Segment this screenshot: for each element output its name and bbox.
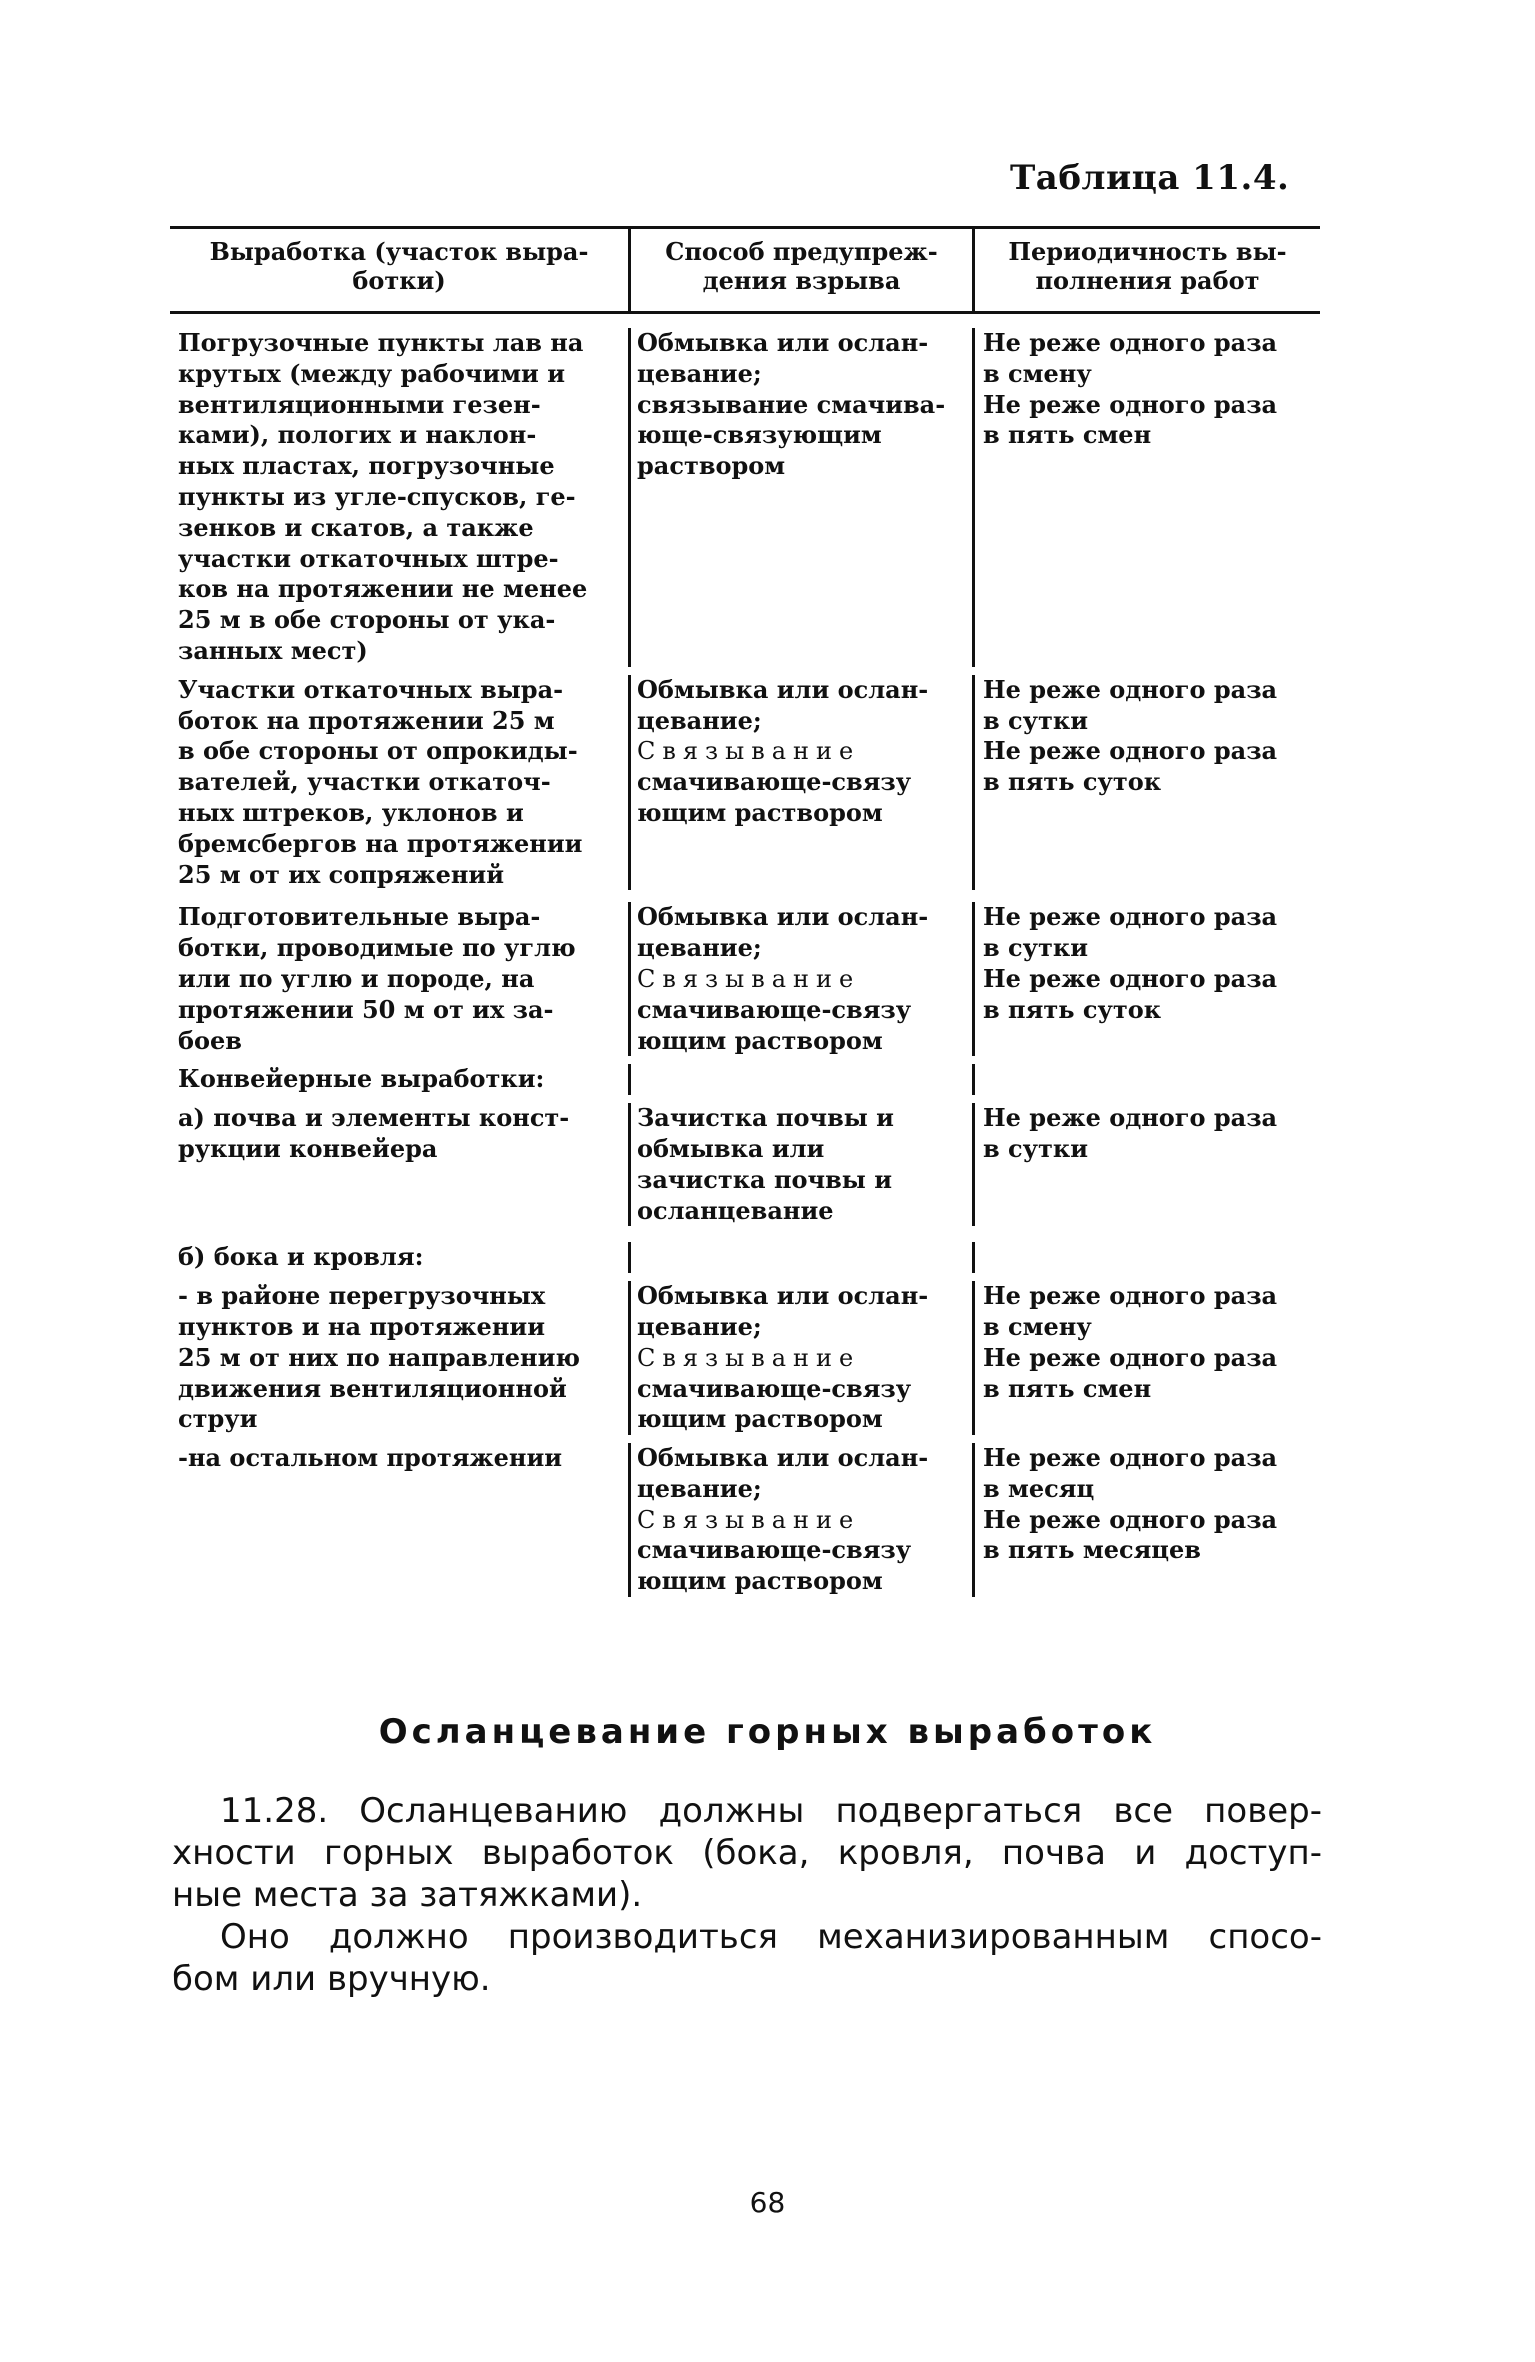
paragraph-method <box>172 1916 1322 2000</box>
cell-line: рукции конвейера <box>178 1133 438 1163</box>
cell-line: цевание; <box>637 933 762 963</box>
paragraph-line: Оно должно производиться механизированным спосо- <box>220 1917 1322 1957</box>
cell-line: осланцевание <box>637 1195 834 1225</box>
cell-line: цевание; <box>637 358 762 388</box>
table-row <box>170 890 1320 1056</box>
cell-line: ющим раствором <box>637 1404 883 1434</box>
cell-line: пункты из угле-спусков, ге- <box>178 481 576 511</box>
cell-line: в пять суток <box>983 994 1162 1024</box>
table-cell <box>972 1064 1320 1095</box>
cell-line: в пять смен <box>983 1373 1152 1403</box>
cell-line: ющим раствором <box>637 1566 883 1596</box>
table-cell <box>628 675 972 891</box>
table-caption: Таблица 11.4. <box>1010 158 1290 198</box>
header-cell-method <box>628 229 972 311</box>
cell-line: 25 м в обе стороны от ука- <box>178 605 556 635</box>
cell-line: - в районе перегрузочных <box>178 1281 546 1311</box>
cell-line: смачивающе-связу <box>637 1373 912 1403</box>
table-row <box>170 667 1320 891</box>
periodicity-table <box>170 226 1320 1597</box>
cell-line: Не реже одного раза <box>983 1504 1278 1534</box>
cell-line: Обмывка или ослан- <box>637 1443 929 1473</box>
cell-line: Связывание <box>637 1505 861 1534</box>
table-row <box>170 1226 1320 1273</box>
cell-line: б) бока и кровля: <box>178 1242 424 1272</box>
cell-line: 25 м от их сопряжений <box>178 859 505 889</box>
cell-line: в сутки <box>983 933 1089 963</box>
cell-line: в сутки <box>983 1133 1089 1163</box>
cell-line: Не реже одного раза <box>983 328 1278 357</box>
cell-line: ных штреков, уклонов и <box>178 797 524 827</box>
cell-line: в обе стороны от опрокиды- <box>178 736 578 766</box>
cell-line: участки откаточных штре- <box>178 543 559 573</box>
paragraph-line: ные места за затяжками). <box>172 1875 643 1915</box>
table-cell <box>170 1064 628 1095</box>
cell-line: Не реже одного раза <box>983 1281 1278 1311</box>
paragraph-line: бом или вручную. <box>172 1959 491 1999</box>
cell-line: цевание; <box>637 1311 762 1341</box>
header-cell-workings <box>170 229 628 311</box>
table-cell <box>628 1242 972 1273</box>
cell-line: -на остальном протяжении <box>178 1443 563 1473</box>
cell-line: цевание; <box>637 705 762 735</box>
table-row <box>170 1435 1320 1597</box>
cell-line: в пять месяцев <box>983 1535 1201 1565</box>
cell-line: протяжении 50 м от их за- <box>178 994 554 1024</box>
cell-line: ющим раствором <box>637 797 883 827</box>
cell-line: 25 м от них по направлению <box>178 1342 581 1372</box>
cell-line: занных мест) <box>178 635 368 665</box>
cell-line: боев <box>178 1025 242 1055</box>
table-cell <box>170 1281 628 1435</box>
table-cell <box>972 1103 1320 1226</box>
table-cell <box>972 1242 1320 1273</box>
header-line: Выработка (участок выра- <box>209 237 589 266</box>
table-row <box>170 1056 1320 1095</box>
table-cell <box>972 328 1320 667</box>
cell-line: смачивающе-связу <box>637 1535 912 1565</box>
cell-line: Связывание <box>637 737 861 766</box>
header-line: Периодичность вы- <box>1008 237 1287 266</box>
table-cell <box>628 1281 972 1435</box>
section-title: Осланцевание горных выработок <box>378 1712 1157 1752</box>
cell-line: раствором <box>637 451 786 481</box>
cell-line: бремсбергов на протяжении <box>178 828 583 858</box>
table-cell <box>628 1103 972 1226</box>
cell-line: зачистка почвы и <box>637 1164 892 1194</box>
table-cell <box>972 675 1320 891</box>
cell-line: а) почва и элементы конст- <box>178 1103 570 1133</box>
cell-line: ков на протяжении не менее <box>178 574 588 604</box>
cell-line: Не реже одного раза <box>983 963 1278 993</box>
table-cell <box>170 328 628 667</box>
cell-line: Конвейерные выработки: <box>178 1064 545 1094</box>
cell-line: обмывка или <box>637 1133 825 1163</box>
paragraph-line: хности горных выработок (бока, кровля, почва и доступ- <box>172 1833 1322 1873</box>
table-row <box>170 1095 1320 1226</box>
cell-line: в смену <box>983 1311 1092 1341</box>
cell-line: цевание; <box>637 1473 762 1503</box>
cell-line: Обмывка или ослан- <box>637 902 929 932</box>
cell-line: Не реже одного раза <box>983 1342 1278 1372</box>
cell-line: в месяц <box>983 1473 1095 1503</box>
header-line: Способ предупреж- <box>665 237 938 266</box>
cell-line: в пять суток <box>983 767 1162 797</box>
cell-line: Обмывка или ослан- <box>637 328 929 357</box>
cell-line: или по углю и породе, на <box>178 963 535 993</box>
cell-line: Не реже одного раза <box>983 674 1278 704</box>
cell-line: пунктов и на протяжении <box>178 1311 545 1341</box>
header-line: дения взрыва <box>702 266 901 295</box>
page-number: 68 <box>749 2186 786 2219</box>
table-cell <box>628 1064 972 1095</box>
cell-line: Участки откаточных выра- <box>178 674 564 704</box>
table-cell <box>628 328 972 667</box>
table-cell <box>170 675 628 891</box>
cell-line: Обмывка или ослан- <box>637 1281 929 1311</box>
cell-line: связывание смачива- <box>637 389 946 419</box>
cell-line: Зачистка почвы и <box>637 1103 894 1133</box>
table-row <box>170 1273 1320 1435</box>
table-cell <box>628 1443 972 1597</box>
cell-line: ботки, проводимые по углю <box>178 933 576 963</box>
cell-line: ками), пологих и наклон- <box>178 420 537 450</box>
cell-line: Обмывка или ослан- <box>637 674 929 704</box>
cell-line: Не реже одного раза <box>983 1103 1278 1133</box>
cell-line: Погрузочные пункты лав на <box>178 328 584 357</box>
cell-line: боток на протяжении 25 м <box>178 705 555 735</box>
paragraph-11-28 <box>172 1790 1322 1916</box>
cell-line: крутых (между рабочими и <box>178 358 566 388</box>
cell-line: Связывание <box>637 1343 861 1372</box>
table-header <box>170 229 1320 314</box>
cell-line: Связывание <box>637 964 861 993</box>
cell-line: струи <box>178 1404 258 1434</box>
table-cell <box>170 902 628 1056</box>
cell-line: Подготовительные выра- <box>178 902 541 932</box>
cell-line: вентиляционными гезен- <box>178 389 541 419</box>
table-body <box>170 314 1320 1597</box>
cell-line: в пять смен <box>983 420 1152 450</box>
cell-line: ных пластах, погрузочные <box>178 451 555 481</box>
cell-line: движения вентиляционной <box>178 1373 567 1403</box>
table-cell <box>972 1443 1320 1597</box>
cell-line: в смену <box>983 358 1092 388</box>
paragraph-line: 11.28. Осланцеванию должны подвергаться все повер- <box>220 1791 1322 1831</box>
table-row <box>170 314 1320 667</box>
header-cell-periodicity <box>972 229 1320 311</box>
cell-line: в сутки <box>983 705 1089 735</box>
cell-line: ющим раствором <box>637 1025 883 1055</box>
header-line: полнения работ <box>1035 266 1260 295</box>
table-cell <box>170 1103 628 1226</box>
cell-line: Не реже одного раза <box>983 902 1278 932</box>
cell-line: Не реже одного раза <box>983 389 1278 419</box>
cell-line: зенков и скатов, а также <box>178 512 534 542</box>
table-cell <box>628 902 972 1056</box>
cell-line: Не реже одного раза <box>983 736 1278 766</box>
table-cell <box>170 1443 628 1597</box>
cell-line: Не реже одного раза <box>983 1443 1278 1473</box>
cell-line: вателей, участки откаточ- <box>178 767 551 797</box>
cell-line: смачивающе-связу <box>637 994 912 1024</box>
header-line: ботки) <box>352 266 446 295</box>
cell-line: смачивающе-связу <box>637 767 912 797</box>
cell-line: юще-связующим <box>637 420 882 450</box>
table-cell <box>972 902 1320 1056</box>
table-cell <box>170 1242 628 1273</box>
table-cell <box>972 1281 1320 1435</box>
